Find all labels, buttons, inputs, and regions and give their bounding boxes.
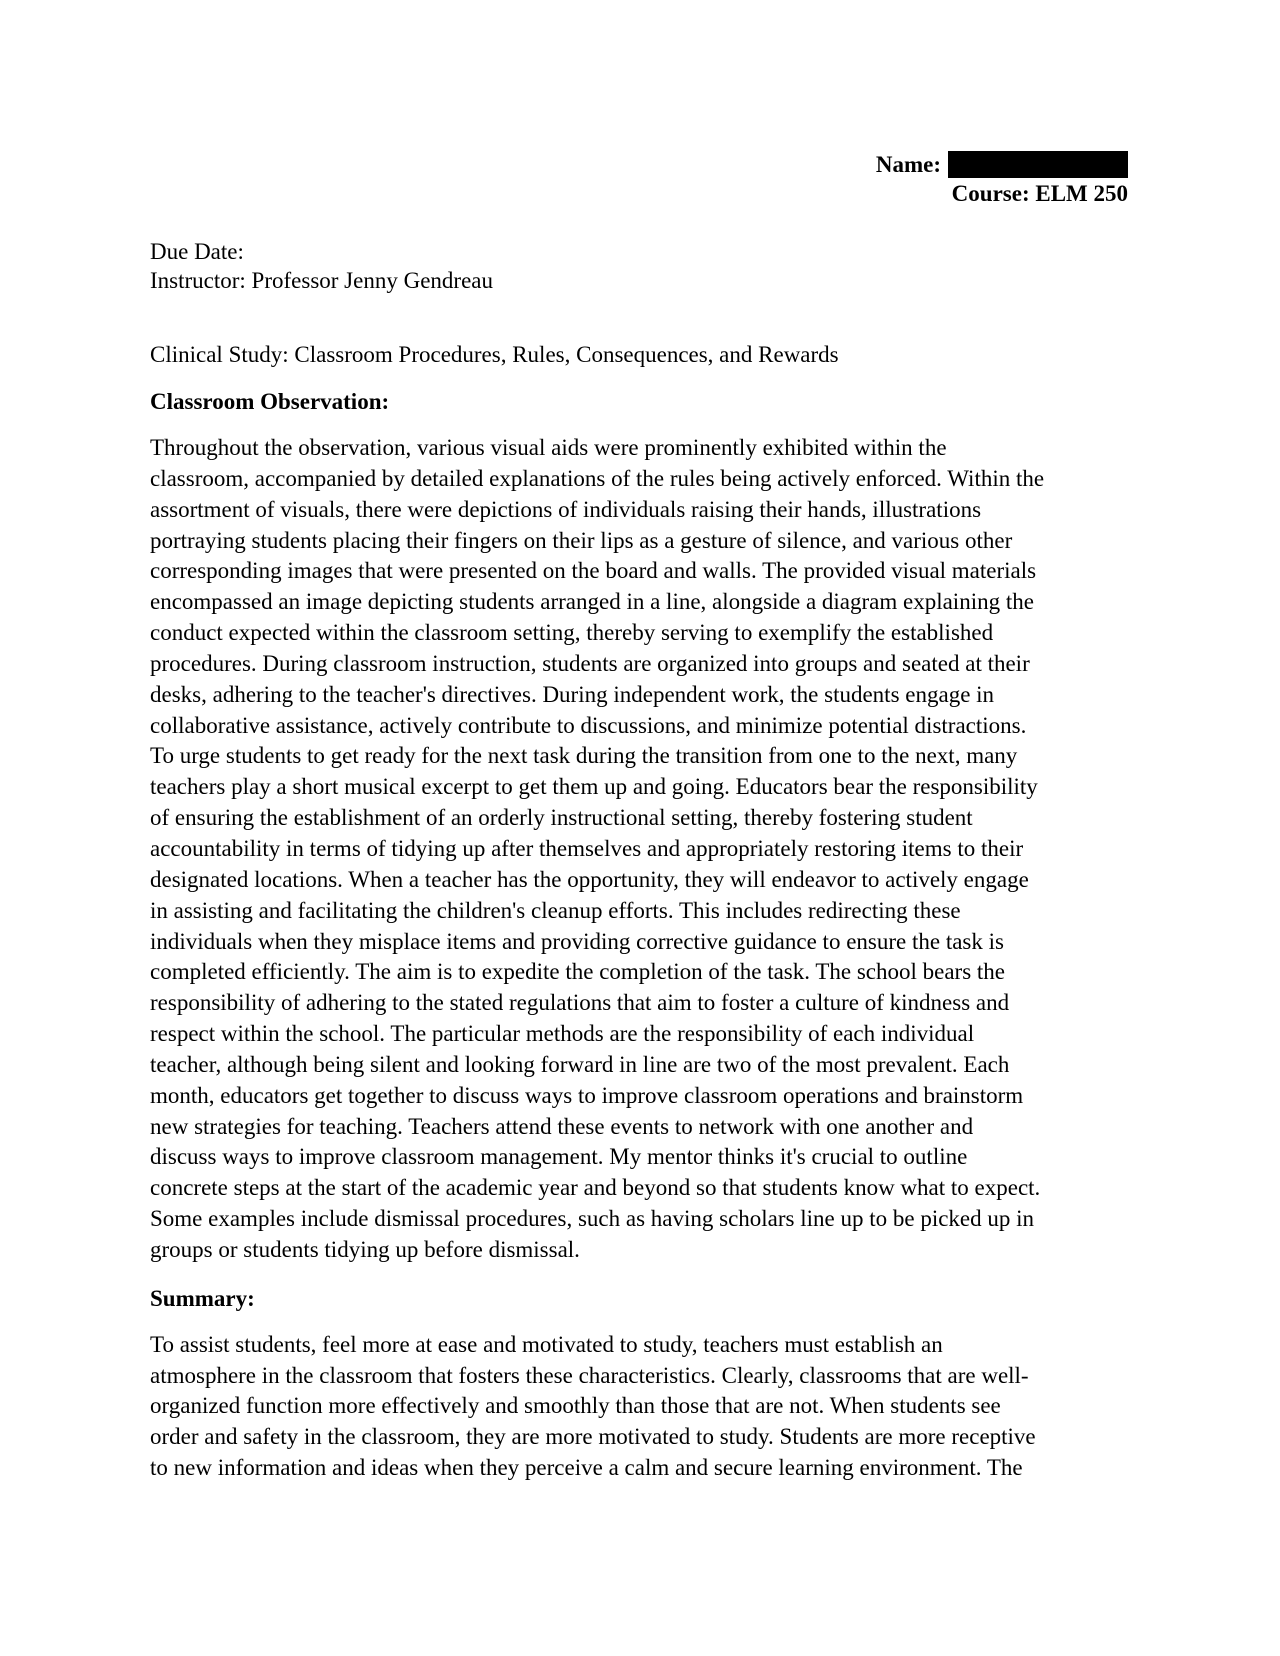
observation-heading: Classroom Observation: (150, 389, 390, 414)
text-line: discuss ways to improve classroom management. My mentor thinks it's crucial to outline (150, 1144, 968, 1170)
text-line: order and safety in the classroom, they are more motivated to study. Students are more receptive (150, 1424, 1036, 1450)
due-date: Due Date: (150, 239, 244, 264)
text-line: in assisting and facilitating the children's cleanup efforts. This includes redirecting these (150, 897, 961, 923)
course-label: Course: ELM 250 (951, 181, 1128, 206)
name-label: Name: (875, 152, 941, 177)
study-title: Clinical Study: Classroom Procedures, Rules, Consequences, and Rewards (150, 342, 839, 367)
text-line: teacher, although being silent and looking forward in line are two of the most prevalent. Each (150, 1051, 1010, 1077)
text-line: completed efficiently. The aim is to expedite the completion of the task. The school bears the (150, 959, 1006, 985)
text-line: desks, adhering to the teacher's directives. During independent work, the students engage in (150, 681, 995, 707)
document-body (150, 237, 1130, 1484)
text-line: individuals when they misplace items and providing corrective guidance to ensure the task is (150, 928, 1004, 954)
text-line: To urge students to get ready for the next task during the transition from one to the next, many (150, 743, 1018, 769)
text-line: organized function more effectively and smoothly than those that are not. When students see (150, 1393, 1001, 1419)
text-line: designated locations. When a teacher has the opportunity, they will endeavor to actively engage (150, 866, 1029, 892)
text-line: groups or students tidying up before dismissal. (150, 1236, 580, 1262)
text-line: procedures. During classroom instruction, students are organized into groups and seated at their (150, 650, 1030, 676)
name-line (876, 150, 1128, 179)
text-line: month, educators get together to discuss ways to improve classroom operations and brainstorm (150, 1082, 1024, 1108)
text-line: new strategies for teaching. Teachers attend these events to network with one another and (150, 1113, 974, 1139)
text-line: of ensuring the establishment of an orderly instructional setting, thereby fostering student (150, 805, 973, 831)
text-line: respect within the school. The particular methods are the responsibility of each individual (150, 1021, 975, 1047)
text-line: Throughout the observation, various visual aids were prominently exhibited within the (150, 435, 947, 460)
text-line: teachers play a short musical excerpt to get them up and going. Educators bear the responsibility (150, 774, 1038, 800)
text-line: assortment of visuals, there were depictions of individuals raising their hands, illustrations (150, 496, 982, 522)
text-line: portraying students placing their fingers on their lips as a gesture of silence, and various other (150, 527, 1013, 553)
instructor: Instructor: Professor Jenny Gendreau (150, 268, 493, 293)
observation-paragraph (150, 433, 1130, 1266)
text-line: encompassed an image depicting students arranged in a line, alongside a diagram explaining the (150, 589, 1034, 615)
text-line: concrete steps at the start of the academic year and beyond so that students know what to expect. (150, 1175, 1041, 1201)
text-line: to new information and ideas when they perceive a calm and secure learning environment. The (150, 1455, 1023, 1481)
text-line: conduct expected within the classroom setting, thereby serving to exemplify the established (150, 620, 994, 646)
text-line: Some examples include dismissal procedures, such as having scholars line up to be picked up in (150, 1206, 1035, 1232)
text-line: atmosphere in the classroom that fosters these characteristics. Clearly, classrooms that are well- (150, 1362, 1029, 1388)
text-line: corresponding images that were presented on the board and walls. The provided visual materials (150, 558, 1037, 584)
text-line: classroom, accompanied by detailed explanations of the rules being actively enforced. Within the (150, 465, 1045, 491)
text-line: responsibility of adhering to the stated regulations that aim to foster a culture of kindness and (150, 990, 1010, 1016)
text-line: accountability in terms of tidying up after themselves and appropriately restoring items to their (150, 835, 1024, 861)
text-line: To assist students, feel more at ease and motivated to study, teachers must establish an (150, 1331, 943, 1357)
summary-heading: Summary: (150, 1285, 255, 1311)
redacted-name-box (948, 151, 1128, 178)
text-line: collaborative assistance, actively contribute to discussions, and minimize potential distractions. (150, 712, 1027, 738)
header-block (876, 150, 1128, 208)
summary-paragraph (150, 1330, 1130, 1484)
